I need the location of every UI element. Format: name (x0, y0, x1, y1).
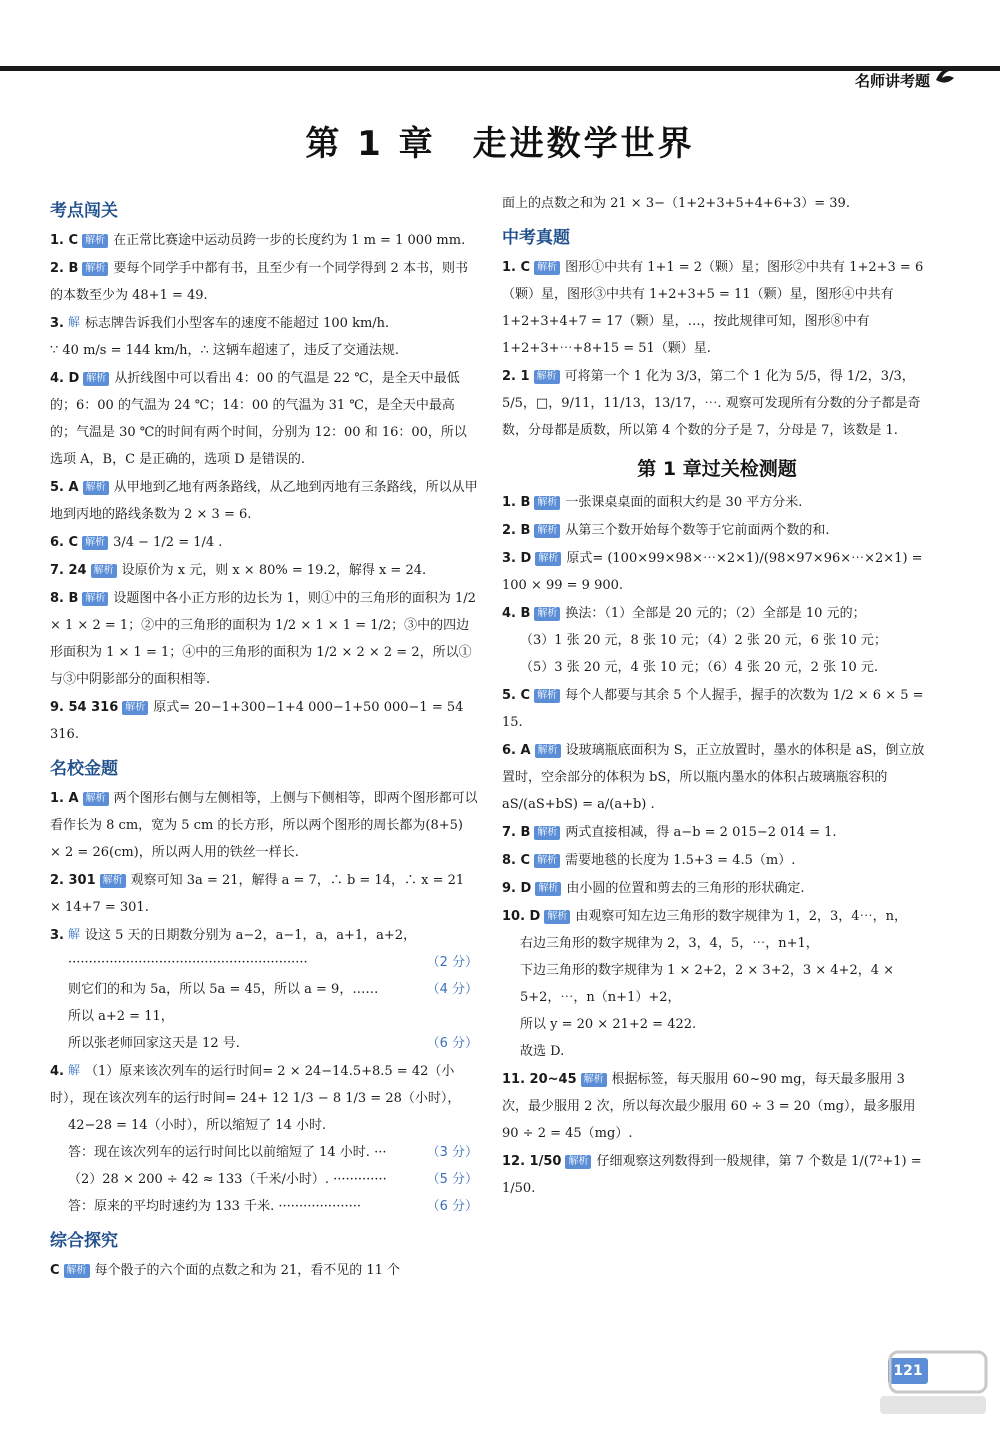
section-heading-zhongkao: 中考真题 (502, 228, 570, 248)
answer-item: 4. B 解析 换法：（1）全部是 20 元的；（2）全部是 10 元的； （3）1 张 20 元，8 张 10 元；（4）2 张 20 元，6 张 10 元； （5）3 张 20 元，4 张 10 元；（6）4 张 20 元，2 张 10 元. (502, 606, 887, 675)
answer-item: 10. D 解析 由观察可知左边三角形的数字规律为 1，2，3，4⋯，n， 右边三角形的数字规律为 2，3，4，5，⋯，n+1， 下边三角形的数字规律为 1 × 2+2，2 × 3+2，3 × 4+2，4 × 5+2，⋯，n（n+1）+2， 所以 y = 20 × 21+2 = 422. 故选 D. (502, 909, 907, 1059)
answer-item: 6. C 解析 3/4 − 1/2 = 1/4 . (50, 535, 223, 550)
answer-item: 12. 1/50 解析 仔细观察这列数得到一般规律，第 7 个数是 1/(7²+1) = 1/50. (502, 1154, 922, 1196)
answer-item: 2. B 解析 从第三个数开始每个数等于它前面两个数的和. (502, 523, 830, 538)
answer-item: 6. A 解析 设玻璃瓶底面积为 S，正立放置时，墨水的体积是 aS，倒立放置时，空余部分的体积为 bS，所以瓶内墨水的体积占玻璃瓶容积的 aS/(aS+bS) = a/(a+b) . (502, 743, 925, 812)
answer-item: 9. D 解析 由小圆的位置和剪去的三角形的形状确定. (502, 881, 805, 896)
answer-item: 9. 54 316 解析 原式= 20−1+300−1+4 000−1+50 000−1 = 54 316. (50, 700, 464, 742)
answer-item: 2. 1 解析 可将第一个 1 化为 3/3，第二个 1 化为 5/5，得 1/2，3/3，5/5，□，9/11，11/13，13/17，⋯. 观察可发现所有分数的分子都是奇数，分母都是质数，所以第 4 个数的分子是 7，分母是 7，该数是 1. (502, 369, 921, 438)
section-title-chapter-test: 第 1 章过关检测题 (637, 458, 797, 480)
right-column (502, 190, 932, 1203)
answer-item: 7. B 解析 两式直接相减，得 a−b = 2 015−2 014 = 1. (502, 825, 837, 840)
answer-item: 8. C 解析 需要地毯的长度为 1.5+3 = 4.5（m）. (502, 853, 796, 868)
answer-item: 3. D 解析 原式= (100×99×98×⋯×2×1)/(98×97×96×⋯×2×1) = 100 × 99 = 9 900. (502, 551, 923, 593)
header-series-tag: 名师讲考题 (854, 72, 930, 90)
answer-item: 5. A 解析 从甲地到乙地有两条路线，从乙地到丙地有三条路线，所以从甲地到丙地的路线条数为 2 × 3 = 6. (50, 480, 478, 522)
answer-item: 1. A 解析 两个图形右侧与左侧相等，上侧与下侧相等，即两个图形都可以看作长为 8 cm，宽为 5 cm 的长方形，所以两个图形的周长都为(8+5) × 2 = 26(cm)，所以两人用的铁丝一样长. (50, 791, 478, 860)
left-column (50, 190, 478, 1285)
answer-item: 8. B 解析 设题图中各小正方形的边长为 1，则①中的三角形的面积为 1/2 × 1 × 2 = 1；②中的三角形的面积为 1/2 × 1 × 1 = 1/2；③中的四边形面积为 1 × 1 = 1；④中的三角形的面积为 1/2 × 2 × 2 = 2，所以①与③中阴影部分的面积相等. (50, 591, 476, 687)
section-heading-kaodian: 考点闯关 (50, 201, 118, 221)
header-rule (0, 66, 1000, 71)
page-number: 121 (888, 1358, 928, 1384)
watermark-stamp-icon (860, 1346, 990, 1418)
answer-item: 7. 24 解析 设原价为 x 元，则 x × 80% = 19.2，解得 x = 24. (50, 563, 427, 578)
section-heading-mingxiao: 名校金题 (50, 759, 118, 779)
chapter-title: 第 1 章 走进数学世界 (305, 124, 695, 164)
answer-item: C 解析 每个骰子的六个面的点数之和为 21，看不见的 11 个 (50, 1263, 401, 1278)
answer-continuation: 面上的点数之和为 21 × 3−（1+2+3+5+4+6+3）= 39. (502, 196, 850, 211)
answer-item: 1. C 解析 图形①中共有 1+1 = 2（颗）星；图形②中共有 1+2+3 = 6（颗）星，图形③中共有 1+2+3+5 = 11（颗）星，图形④中共有 1+2+3+4+7 = 17（颗）星，…，按此规律可知，图形⑧中有 1+2+3+⋯+8+15 = 51（颗）星. (502, 260, 924, 356)
answer-item: 3. 解 标志牌告诉我们小型客车的速度不能超过 100 km/h. ∵ 40 m/s = 144 km/h，∴ 这辆车超速了，违反了交通法规. (50, 315, 400, 358)
answer-item: 2. 301 解析 观察可知 3a = 21，解得 a = 7，∴ b = 14，∴ x = 21 × 14+7 = 301. (50, 873, 465, 915)
answer-item: 4. 解 （1）原来该次列车的运行时间= 2 × 24−14.5+8.5 = 42（小时），现在该次列车的运行时间= 24+ 12 1/3 − 8 1/3 = 28（小时）， 42−28 = 14（小时），所以缩短了 14 小时. 答：现在该次列车的运行时间比以前缩短了 14 小时. ··· （3 分） （2）28 × 200 ÷ 42 ≈ 133（千米/小时）. ············· （5 分） 答：原来的平均时速约为 133 千米. ···················· （6 分） (50, 1063, 478, 1214)
answer-item: 1. B 解析 一张课桌桌面的面积大约是 30 平方分米. (502, 495, 803, 510)
answer-item: 2. B 解析 要每个同学手中都有书，且至少有一个同学得到 2 本书，则书的本数至少为 48+1 = 49. (50, 261, 468, 303)
section-heading-zonghe: 综合探究 (50, 1231, 118, 1251)
brand-logo-icon (932, 62, 958, 88)
answer-item: 5. C 解析 每个人都要与其余 5 个人握手，握手的次数为 1/2 × 6 × 5 = 15. (502, 688, 924, 730)
answer-item: 4. D 解析 从折线图中可以看出 4：00 的气温是 22 ℃，是全天中最低的；6：00 的气温为 24 ℃；14：00 的气温为 31 ℃，是全天中最高的；气温是 30 ℃的时间有两个时间，分别为 12：00 和 16：00，所以选项 A，B，C 是正确的，选项 D 是错误的. (50, 371, 467, 467)
answer-item: 11. 20~45 解析 根据标签，每天服用 60~90 mg，每天最多服用 3 次，最少服用 2 次，所以每次最少服用 60 ÷ 3 = 20（mg），最多服用 90 ÷ 2 = 45（mg）. (502, 1072, 916, 1141)
answer-item: 3. 解 设这 5 天的日期数分别为 a−2，a−1，a，a+1，a+2， ·························································· （2 分） 则它们的和为 5a，所以 5a = 45，所以 a = 9，…… （4 分） 所以 a+2 = 11， 所以张老师回家这天是 12 号. （6 分） (50, 927, 478, 1051)
answer-item: 1. C 解析 在正常比赛途中运动员跨一步的长度约为 1 m = 1 000 mm. (50, 233, 466, 248)
